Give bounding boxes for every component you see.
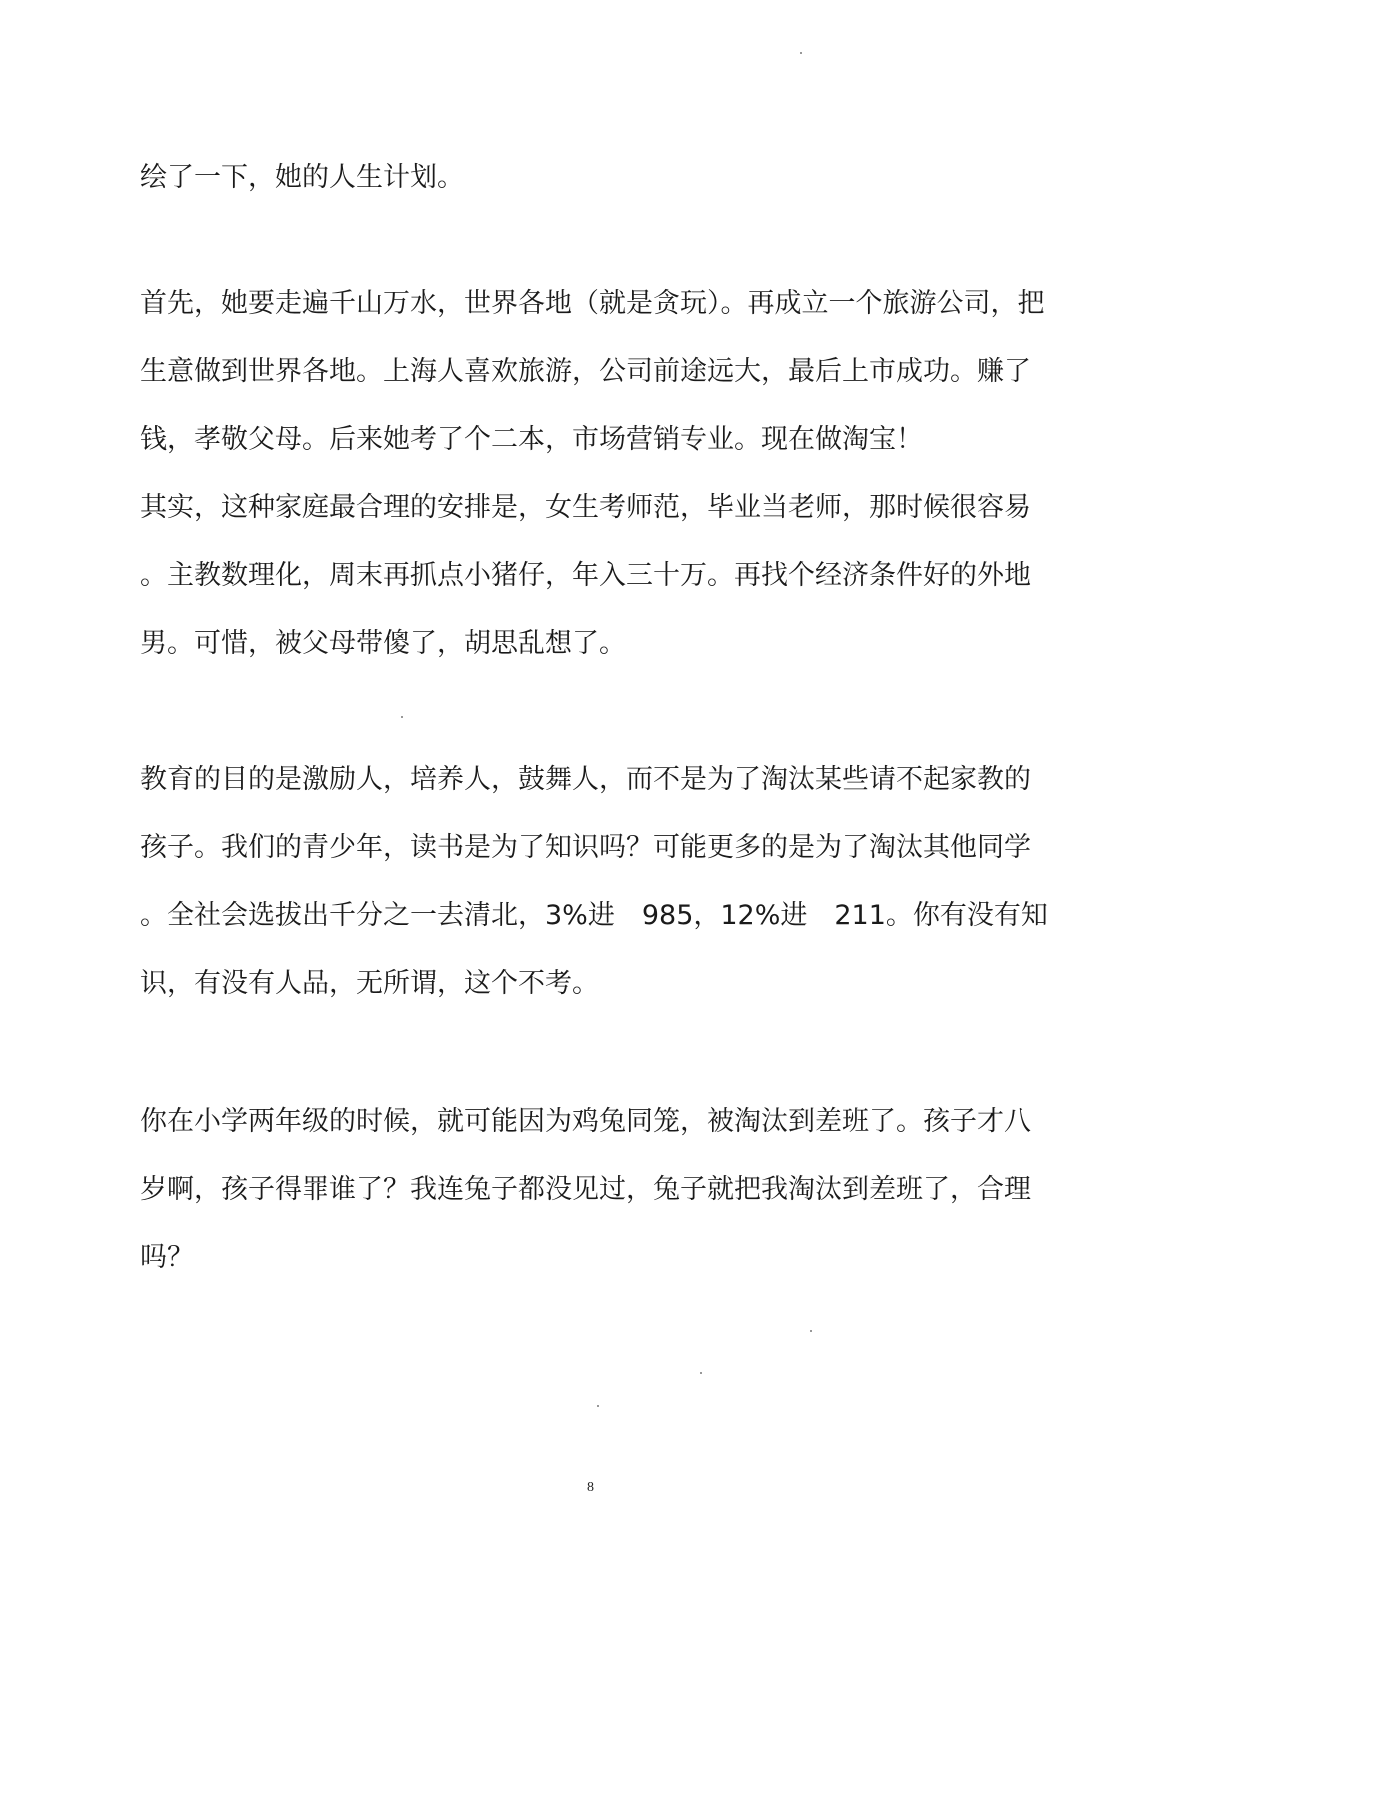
text-line: 教育的目的是激励人，培养人，鼓舞人，而不是为了淘汰某些请不起家教的: [140, 764, 1031, 795]
text-line: 岁啊，孩子得罪谁了？我连兔子都没见过，兔子就把我淘汰到差班了，合理: [140, 1174, 1031, 1205]
text-line: 。主教数理化，周末再抓点小猪仔，年入三十万。再找个经济条件好的外地: [140, 560, 1031, 591]
text-line: 孩子。我们的青少年，读书是为了知识吗？可能更多的是为了淘汰其他同学: [140, 832, 1031, 863]
text-line: 生意做到世界各地。上海人喜欢旅游，公司前途远大，最后上市成功。赚了: [140, 356, 1031, 387]
page-number: 8: [587, 1480, 594, 1495]
scan-speck: [810, 1330, 812, 1332]
text-line: 。全社会选拔出千分之一去清北，3%进 985，12%进 211。你有没有知: [140, 900, 1048, 931]
text-line: 钱，孝敬父母。后来她考了个二本，市场营销专业。现在做淘宝！: [140, 424, 923, 455]
text-line: 其实，这种家庭最合理的安排是，女生考师范，毕业当老师，那时候很容易: [140, 492, 1031, 523]
scan-speck: [800, 52, 802, 54]
text-line: 你在小学两年级的时候，就可能因为鸡兔同笼，被淘汰到差班了。孩子才八: [140, 1106, 1031, 1137]
scan-speck: [700, 1372, 702, 1374]
text-line: 首先，她要走遍千山万水，世界各地（就是贪玩）。再成立一个旅游公司，把: [140, 288, 1045, 319]
scan-speck: [597, 1405, 599, 1407]
text-line: 绘了一下，她的人生计划。: [140, 162, 464, 193]
text-line: 识，有没有人品，无所谓，这个不考。: [140, 968, 599, 999]
text-line: 吗？: [140, 1242, 194, 1273]
scan-speck: [401, 716, 403, 718]
text-line: 男。可惜，被父母带傻了，胡思乱想了。: [140, 628, 626, 659]
